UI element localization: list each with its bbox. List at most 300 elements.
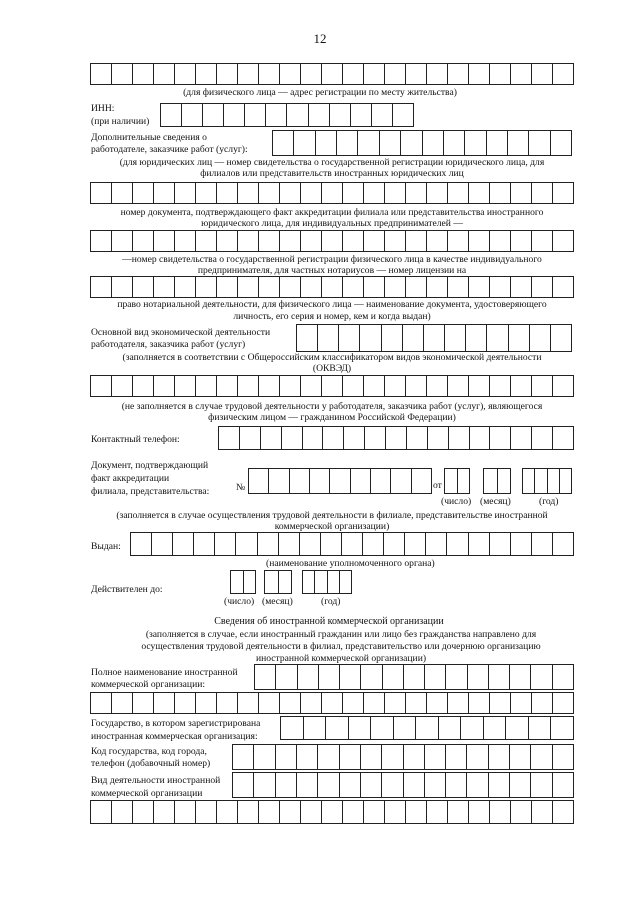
input-cell[interactable]	[349, 716, 372, 740]
input-cell[interactable]	[553, 375, 574, 397]
input-cell[interactable]	[448, 63, 469, 85]
input-cell[interactable]	[259, 230, 280, 252]
input-cell[interactable]	[469, 63, 490, 85]
input-cell[interactable]	[217, 182, 238, 204]
input-cell[interactable]	[238, 182, 259, 204]
input-cell[interactable]	[465, 130, 486, 156]
input-cell[interactable]	[490, 692, 511, 714]
input-cell[interactable]	[490, 63, 511, 85]
accred-year-cells[interactable]	[522, 468, 572, 494]
input-cell[interactable]	[340, 772, 361, 798]
input-cell[interactable]	[154, 375, 175, 397]
input-cell[interactable]	[310, 468, 330, 494]
input-cell[interactable]	[133, 800, 154, 824]
input-cell[interactable]	[553, 230, 574, 252]
input-cell[interactable]	[219, 426, 240, 450]
input-cell[interactable]	[380, 130, 401, 156]
input-cell[interactable]	[360, 324, 381, 352]
input-cell[interactable]	[238, 375, 259, 397]
input-cell[interactable]	[382, 772, 403, 798]
input-cell[interactable]	[301, 182, 322, 204]
input-cell[interactable]	[425, 772, 446, 798]
input-cell[interactable]	[469, 375, 490, 397]
okved-extra-cells[interactable]	[90, 375, 574, 397]
input-cell[interactable]	[560, 468, 572, 494]
input-cell[interactable]	[490, 375, 511, 397]
input-cell[interactable]	[553, 182, 574, 204]
input-cell[interactable]	[403, 324, 424, 352]
input-cell[interactable]	[489, 664, 510, 690]
input-cell[interactable]	[412, 468, 432, 494]
phone-cells[interactable]	[218, 426, 574, 450]
input-cell[interactable]	[276, 772, 297, 798]
input-cell[interactable]	[511, 63, 532, 85]
input-cell[interactable]	[553, 800, 574, 824]
input-cell[interactable]	[259, 63, 280, 85]
input-cell[interactable]	[337, 130, 358, 156]
input-cell[interactable]	[448, 692, 469, 714]
input-cell[interactable]	[532, 276, 553, 298]
input-cell[interactable]	[279, 570, 293, 594]
input-cell[interactable]	[406, 182, 427, 204]
input-cell[interactable]	[511, 182, 532, 204]
input-cell[interactable]	[280, 182, 301, 204]
input-cell[interactable]	[385, 63, 406, 85]
input-cell[interactable]	[175, 63, 196, 85]
input-cell[interactable]	[318, 744, 339, 770]
input-cell[interactable]	[315, 570, 327, 594]
input-cell[interactable]	[469, 800, 490, 824]
input-cell[interactable]	[511, 276, 532, 298]
input-cell[interactable]	[385, 230, 406, 252]
input-cell[interactable]	[196, 63, 217, 85]
input-cell[interactable]	[290, 468, 310, 494]
input-cell[interactable]	[365, 426, 386, 450]
input-cell[interactable]	[553, 426, 574, 450]
input-cell[interactable]	[154, 63, 175, 85]
input-cell[interactable]	[279, 532, 300, 556]
input-cell[interactable]	[509, 324, 530, 352]
input-cell[interactable]	[112, 276, 133, 298]
activity-cells[interactable]	[232, 772, 574, 798]
input-cell[interactable]	[487, 130, 508, 156]
input-cell[interactable]	[548, 468, 560, 494]
input-cell[interactable]	[406, 800, 427, 824]
input-cell[interactable]	[364, 63, 385, 85]
input-cell[interactable]	[280, 375, 301, 397]
input-cell[interactable]	[358, 130, 379, 156]
input-cell[interactable]	[233, 744, 254, 770]
input-cell[interactable]	[342, 532, 363, 556]
input-cell[interactable]	[448, 230, 469, 252]
input-cell[interactable]	[553, 276, 574, 298]
input-cell[interactable]	[273, 130, 294, 156]
input-cell[interactable]	[364, 182, 385, 204]
input-cell[interactable]	[280, 63, 301, 85]
input-cell[interactable]	[467, 772, 488, 798]
input-cell[interactable]	[297, 772, 318, 798]
full-name-cells-2[interactable]	[90, 692, 574, 714]
input-cell[interactable]	[448, 800, 469, 824]
input-cell[interactable]	[426, 532, 447, 556]
input-cell[interactable]	[318, 324, 339, 352]
input-cell[interactable]	[511, 375, 532, 397]
input-cell[interactable]	[301, 230, 322, 252]
input-cell[interactable]	[469, 230, 490, 252]
input-cell[interactable]	[133, 63, 154, 85]
input-cell[interactable]	[339, 324, 360, 352]
input-cell[interactable]	[461, 716, 484, 740]
input-cell[interactable]	[532, 63, 553, 85]
input-cell[interactable]	[406, 692, 427, 714]
input-cell[interactable]	[444, 130, 465, 156]
input-cell[interactable]	[309, 103, 330, 127]
input-cell[interactable]	[196, 375, 217, 397]
input-cell[interactable]	[133, 182, 154, 204]
input-cell[interactable]	[231, 570, 244, 594]
input-cell[interactable]	[371, 468, 391, 494]
input-cell[interactable]	[175, 692, 196, 714]
input-cell[interactable]	[532, 426, 553, 450]
input-cell[interactable]	[371, 716, 394, 740]
okved-cells[interactable]	[296, 324, 572, 352]
input-cell[interactable]	[233, 772, 254, 798]
input-cell[interactable]	[321, 532, 342, 556]
input-cell[interactable]	[304, 716, 327, 740]
accred-month-cells[interactable]	[483, 468, 511, 494]
input-cell[interactable]	[196, 276, 217, 298]
input-cell[interactable]	[511, 426, 532, 450]
input-cell[interactable]	[551, 716, 574, 740]
input-cell[interactable]	[182, 103, 203, 127]
input-cell[interactable]	[269, 468, 289, 494]
input-cell[interactable]	[259, 182, 280, 204]
input-cell[interactable]	[382, 324, 403, 352]
state-cells[interactable]	[280, 716, 574, 740]
input-cell[interactable]	[322, 800, 343, 824]
full-name-cells[interactable]	[254, 664, 574, 690]
input-cell[interactable]	[254, 744, 275, 770]
input-cell[interactable]	[322, 692, 343, 714]
input-cell[interactable]	[217, 800, 238, 824]
input-cell[interactable]	[553, 664, 574, 690]
input-cell[interactable]	[445, 324, 466, 352]
input-cell[interactable]	[154, 182, 175, 204]
input-cell[interactable]	[224, 103, 245, 127]
input-cell[interactable]	[447, 532, 468, 556]
input-cell[interactable]	[531, 772, 552, 798]
input-cell[interactable]	[531, 744, 552, 770]
input-cell[interactable]	[469, 692, 490, 714]
input-cell[interactable]	[386, 426, 407, 450]
input-cell[interactable]	[322, 230, 343, 252]
input-cell[interactable]	[131, 532, 152, 556]
input-cell[interactable]	[510, 744, 531, 770]
accred-day-cells[interactable]	[444, 468, 470, 494]
input-cell[interactable]	[91, 230, 112, 252]
input-cell[interactable]	[361, 772, 382, 798]
input-cell[interactable]	[215, 532, 236, 556]
input-cell[interactable]	[553, 532, 574, 556]
input-cell[interactable]	[343, 230, 364, 252]
input-cell[interactable]	[244, 570, 257, 594]
input-cell[interactable]	[406, 63, 427, 85]
input-cell[interactable]	[404, 772, 425, 798]
input-cell[interactable]	[428, 426, 449, 450]
input-cell[interactable]	[240, 426, 261, 450]
input-cell[interactable]	[406, 375, 427, 397]
input-cell[interactable]	[344, 426, 365, 450]
input-cell[interactable]	[529, 716, 552, 740]
input-cell[interactable]	[343, 375, 364, 397]
input-cell[interactable]	[532, 230, 553, 252]
input-cell[interactable]	[510, 772, 531, 798]
input-cell[interactable]	[91, 182, 112, 204]
input-cell[interactable]	[343, 800, 364, 824]
input-cell[interactable]	[385, 375, 406, 397]
input-cell[interactable]	[416, 716, 439, 740]
input-cell[interactable]	[498, 468, 512, 494]
input-cell[interactable]	[446, 772, 467, 798]
input-cell[interactable]	[406, 276, 427, 298]
input-cell[interactable]	[112, 800, 133, 824]
input-cell[interactable]	[196, 230, 217, 252]
input-cell[interactable]	[154, 800, 175, 824]
input-cell[interactable]	[490, 230, 511, 252]
input-cell[interactable]	[318, 772, 339, 798]
input-cell[interactable]	[281, 716, 304, 740]
input-cell[interactable]	[259, 276, 280, 298]
ip-cells[interactable]	[90, 276, 574, 298]
valid-day-cells[interactable]	[230, 570, 256, 594]
input-cell[interactable]	[173, 532, 194, 556]
input-cell[interactable]	[91, 63, 112, 85]
input-cell[interactable]	[391, 468, 411, 494]
input-cell[interactable]	[301, 692, 322, 714]
input-cell[interactable]	[490, 426, 511, 450]
input-cell[interactable]	[405, 532, 426, 556]
input-cell[interactable]	[510, 664, 531, 690]
input-cell[interactable]	[258, 532, 279, 556]
input-cell[interactable]	[255, 664, 276, 690]
input-cell[interactable]	[427, 230, 448, 252]
input-cell[interactable]	[217, 692, 238, 714]
input-cell[interactable]	[467, 744, 488, 770]
input-cell[interactable]	[385, 692, 406, 714]
input-cell[interactable]	[343, 182, 364, 204]
input-cell[interactable]	[276, 664, 297, 690]
input-cell[interactable]	[300, 532, 321, 556]
input-cell[interactable]	[385, 800, 406, 824]
input-cell[interactable]	[425, 664, 446, 690]
input-cell[interactable]	[532, 532, 553, 556]
input-cell[interactable]	[469, 532, 490, 556]
input-cell[interactable]	[490, 182, 511, 204]
input-cell[interactable]	[384, 532, 405, 556]
input-cell[interactable]	[340, 664, 361, 690]
input-cell[interactable]	[532, 800, 553, 824]
valid-year-cells[interactable]	[302, 570, 352, 594]
input-cell[interactable]	[330, 468, 350, 494]
input-cell[interactable]	[303, 570, 315, 594]
input-cell[interactable]	[196, 182, 217, 204]
input-cell[interactable]	[322, 182, 343, 204]
input-cell[interactable]	[236, 532, 257, 556]
input-cell[interactable]	[133, 276, 154, 298]
input-cell[interactable]	[364, 692, 385, 714]
input-cell[interactable]	[194, 532, 215, 556]
input-cell[interactable]	[469, 276, 490, 298]
input-cell[interactable]	[196, 800, 217, 824]
input-cell[interactable]	[393, 103, 414, 127]
input-cell[interactable]	[294, 130, 315, 156]
input-cell[interactable]	[322, 375, 343, 397]
input-cell[interactable]	[458, 468, 471, 494]
valid-month-cells[interactable]	[264, 570, 292, 594]
input-cell[interactable]	[423, 130, 444, 156]
input-cell[interactable]	[553, 744, 574, 770]
input-cell[interactable]	[301, 276, 322, 298]
input-cell[interactable]	[112, 230, 133, 252]
input-cell[interactable]	[406, 230, 427, 252]
input-cell[interactable]	[487, 324, 508, 352]
input-cell[interactable]	[343, 276, 364, 298]
input-cell[interactable]	[489, 772, 510, 798]
input-cell[interactable]	[361, 744, 382, 770]
input-cell[interactable]	[196, 692, 217, 714]
input-cell[interactable]	[404, 664, 425, 690]
code-cells[interactable]	[232, 744, 574, 770]
input-cell[interactable]	[425, 744, 446, 770]
input-cell[interactable]	[154, 692, 175, 714]
input-cell[interactable]	[532, 182, 553, 204]
input-cell[interactable]	[319, 664, 340, 690]
input-cell[interactable]	[152, 532, 173, 556]
input-cell[interactable]	[322, 276, 343, 298]
input-cell[interactable]	[511, 800, 532, 824]
input-cell[interactable]	[424, 324, 445, 352]
input-cell[interactable]	[382, 744, 403, 770]
input-cell[interactable]	[383, 664, 404, 690]
accred-number-cells[interactable]	[248, 468, 432, 494]
input-cell[interactable]	[446, 664, 467, 690]
input-cell[interactable]	[489, 744, 510, 770]
input-cell[interactable]	[91, 276, 112, 298]
input-cell[interactable]	[261, 426, 282, 450]
input-cell[interactable]	[551, 324, 572, 352]
input-cell[interactable]	[506, 716, 529, 740]
input-cell[interactable]	[449, 426, 470, 450]
input-cell[interactable]	[361, 664, 382, 690]
input-cell[interactable]	[484, 468, 498, 494]
input-cell[interactable]	[372, 103, 393, 127]
input-cell[interactable]	[316, 130, 337, 156]
input-cell[interactable]	[446, 744, 467, 770]
input-cell[interactable]	[301, 800, 322, 824]
input-cell[interactable]	[217, 230, 238, 252]
input-cell[interactable]	[385, 182, 406, 204]
input-cell[interactable]	[266, 103, 287, 127]
input-cell[interactable]	[322, 63, 343, 85]
input-cell[interactable]	[385, 276, 406, 298]
input-cell[interactable]	[280, 800, 301, 824]
input-cell[interactable]	[323, 426, 344, 450]
input-cell[interactable]	[553, 772, 574, 798]
input-cell[interactable]	[280, 230, 301, 252]
input-cell[interactable]	[343, 692, 364, 714]
input-cell[interactable]	[328, 570, 340, 594]
input-cell[interactable]	[280, 692, 301, 714]
input-cell[interactable]	[175, 182, 196, 204]
input-cell[interactable]	[364, 800, 385, 824]
input-cell[interactable]	[276, 744, 297, 770]
input-cell[interactable]	[529, 130, 550, 156]
input-cell[interactable]	[401, 130, 422, 156]
input-cell[interactable]	[301, 63, 322, 85]
input-cell[interactable]	[326, 716, 349, 740]
input-cell[interactable]	[511, 692, 532, 714]
input-cell[interactable]	[511, 230, 532, 252]
input-cell[interactable]	[298, 664, 319, 690]
input-cell[interactable]	[535, 468, 547, 494]
input-cell[interactable]	[238, 63, 259, 85]
input-cell[interactable]	[468, 664, 489, 690]
input-cell[interactable]	[553, 692, 574, 714]
input-cell[interactable]	[470, 426, 491, 450]
input-cell[interactable]	[445, 468, 458, 494]
input-cell[interactable]	[91, 375, 112, 397]
input-cell[interactable]	[259, 375, 280, 397]
input-cell[interactable]	[91, 692, 112, 714]
inn-cells[interactable]	[160, 103, 414, 127]
input-cell[interactable]	[301, 375, 322, 397]
input-cell[interactable]	[112, 182, 133, 204]
input-cell[interactable]	[469, 182, 490, 204]
input-cell[interactable]	[427, 375, 448, 397]
input-cell[interactable]	[351, 468, 371, 494]
input-cell[interactable]	[427, 182, 448, 204]
input-cell[interactable]	[175, 375, 196, 397]
input-cell[interactable]	[448, 276, 469, 298]
input-cell[interactable]	[280, 276, 301, 298]
input-cell[interactable]	[287, 103, 308, 127]
input-cell[interactable]	[282, 426, 303, 450]
input-cell[interactable]	[238, 800, 259, 824]
input-cell[interactable]	[91, 800, 112, 824]
input-cell[interactable]	[133, 375, 154, 397]
input-cell[interactable]	[484, 716, 507, 740]
input-cell[interactable]	[532, 692, 553, 714]
input-cell[interactable]	[364, 276, 385, 298]
input-cell[interactable]	[175, 230, 196, 252]
input-cell[interactable]	[531, 664, 552, 690]
input-cell[interactable]	[254, 772, 275, 798]
input-cell[interactable]	[508, 130, 529, 156]
input-cell[interactable]	[523, 468, 535, 494]
input-cell[interactable]	[448, 375, 469, 397]
accred-cells[interactable]	[90, 230, 574, 252]
input-cell[interactable]	[217, 63, 238, 85]
input-cell[interactable]	[407, 426, 428, 450]
input-cell[interactable]	[427, 800, 448, 824]
input-cell[interactable]	[175, 276, 196, 298]
input-cell[interactable]	[553, 63, 574, 85]
input-cell[interactable]	[490, 276, 511, 298]
input-cell[interactable]	[154, 276, 175, 298]
input-cell[interactable]	[259, 800, 280, 824]
input-cell[interactable]	[259, 692, 280, 714]
input-cell[interactable]	[175, 800, 196, 824]
